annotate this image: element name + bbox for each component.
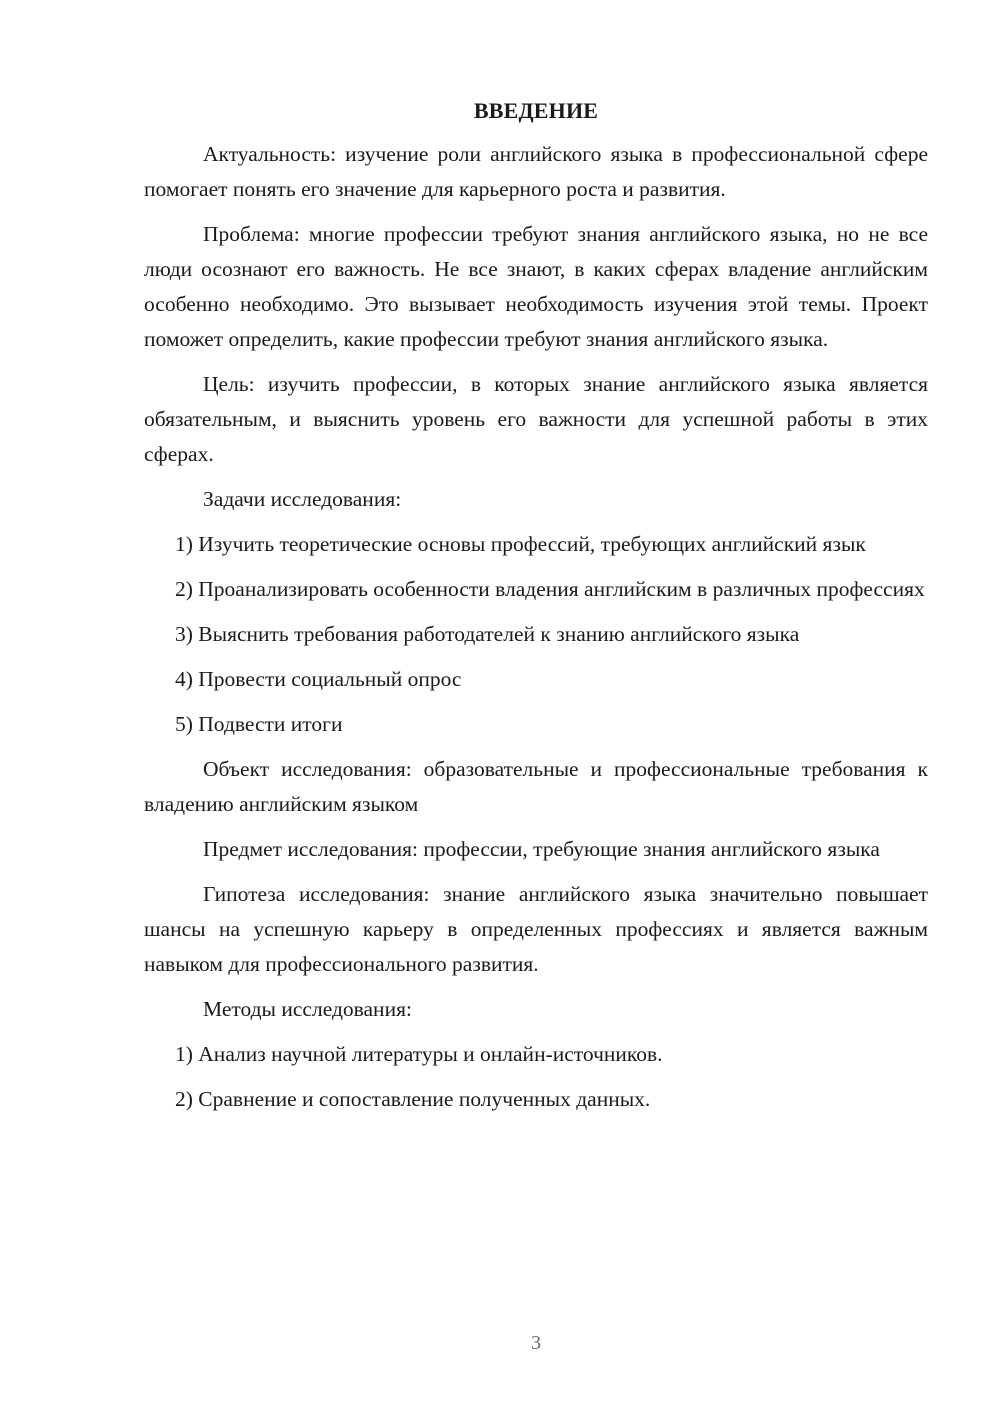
page-content: [144, 93, 928, 1127]
task-item: 2) Проанализировать особенности владения английским в различных профессиях: [175, 577, 925, 601]
task-item: 1) Изучить теоретические основы профессий, требующих английский язык: [175, 532, 866, 556]
methods-heading: Методы исследования:: [203, 997, 412, 1021]
page-title: ВВЕДЕНИЕ: [473, 98, 599, 123]
goal-paragraph: Цель: изучить профессии, в которых знание английского языка является обязательным, и выяснить уровень его важности для успешной работы в этих сферах.: [144, 372, 928, 466]
subject-paragraph: Предмет исследования: профессии, требующие знания английского языка: [203, 837, 880, 861]
method-item: 1) Анализ научной литературы и онлайн-источников.: [175, 1042, 663, 1066]
hypothesis-paragraph: Гипотеза исследования: знание английского языка значительно повышает шансы на успешную карьеру в определенных профессиях и является важным навыком для профессионального развития.: [144, 882, 928, 976]
relevance-paragraph: Актуальность: изучение роли английского языка в профессиональной сфере помогает понять его значение для карьерного роста и развития.: [144, 142, 928, 201]
method-item: 2) Сравнение и сопоставление полученных данных.: [175, 1087, 651, 1111]
task-item: 3) Выяснить требования работодателей к знанию английского языка: [175, 622, 800, 646]
object-paragraph: Объект исследования: образовательные и профессиональные требования к владению английским языком: [144, 757, 928, 816]
page-number: 3: [531, 1332, 541, 1354]
problem-paragraph: Проблема: многие профессии требуют знания английского языка, но не все люди осознают его важность. Не все знают, в каких сферах владение английским особенно необходимо. Это вызывает необходимость изучения этой темы. Проект поможет определить, какие профессии требуют знания английского языка.: [144, 222, 928, 351]
task-item: 4) Провести социальный опрос: [175, 667, 462, 691]
tasks-heading: Задачи исследования:: [203, 487, 402, 511]
task-item: 5) Подвести итоги: [175, 712, 343, 736]
